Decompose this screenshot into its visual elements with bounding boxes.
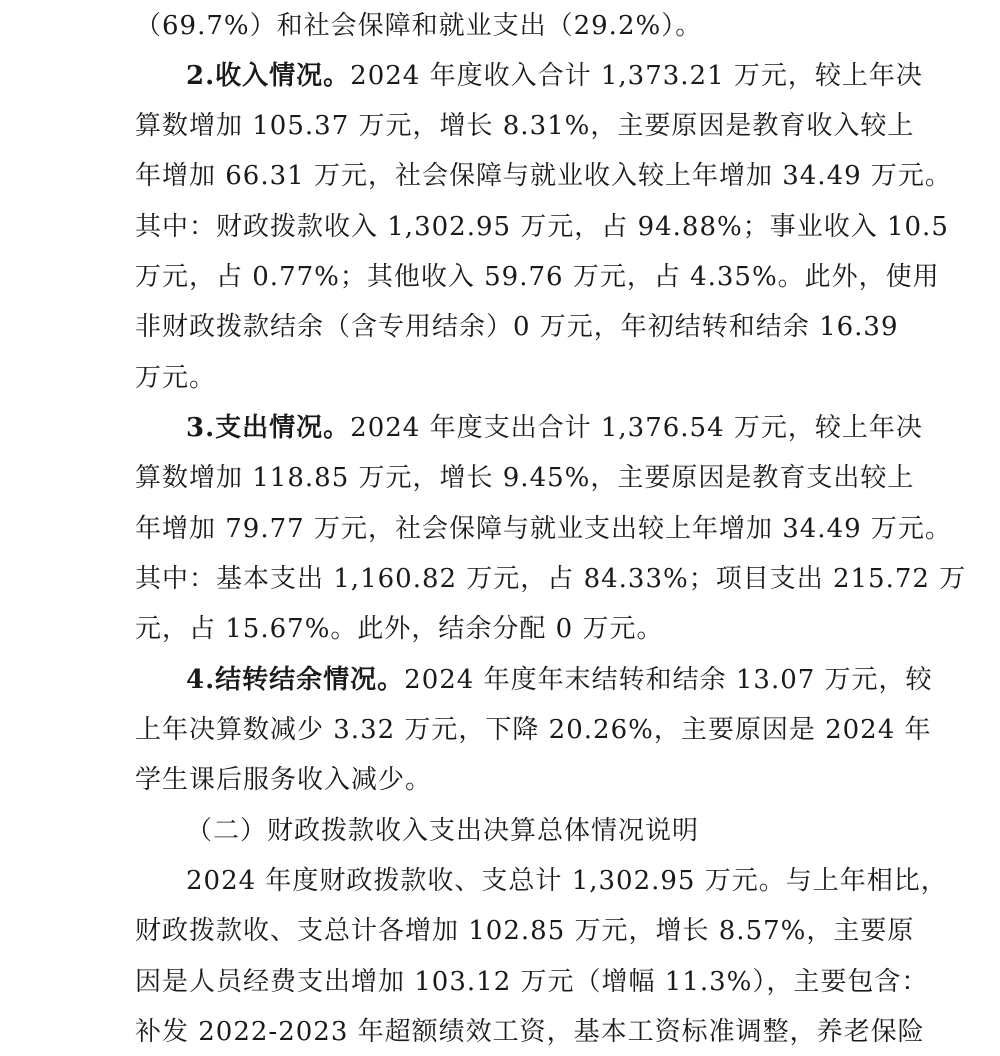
- line-text: 2024 年度支出合计 1,376.54 万元，较上年决: [350, 413, 923, 443]
- line-text: 万元。: [135, 363, 217, 393]
- paragraph-line: [135, 562, 967, 596]
- paragraph-line: [135, 713, 932, 747]
- line-text: 2024 年度年末结转和结余 13.07 万元，较: [404, 665, 933, 695]
- paragraph-line: [135, 512, 952, 546]
- paragraph-line: [135, 361, 875, 395]
- section-lead-income: 2.收入情况。: [186, 61, 351, 91]
- subsection-title-text: （二）财政拨款收入支出决算总体情况说明: [186, 816, 700, 846]
- paragraph-line: [135, 260, 940, 294]
- paragraph-line: [135, 9, 875, 43]
- line-text: 其中：基本支出 1,160.82 万元，占 84.33%；项目支出 215.72 万: [135, 564, 967, 594]
- paragraph-line: [135, 159, 952, 193]
- line-text: 因是人员经费支出增加 103.12 万元（增幅 11.3%），主要包含：: [135, 967, 929, 997]
- paragraph-line: [135, 914, 915, 948]
- line-text: 上年决算数减少 3.32 万元，下降 20.26%，主要原因是 2024 年: [135, 715, 932, 745]
- subsection-title: [186, 814, 875, 848]
- section-heading-expenditure: [186, 411, 923, 445]
- line-text: 元，占 15.67%。此外，结余分配 0 万元。: [135, 614, 664, 644]
- paragraph-line: [135, 210, 949, 244]
- paragraph-line: [135, 965, 929, 999]
- paragraph-line: [135, 461, 915, 495]
- line-text: 2024 年度财政拨款收、支总计 1,302.95 万元。与上年相比，: [186, 866, 948, 896]
- section-lead-carryover: 4.结转结余情况。: [186, 665, 405, 695]
- line-text: 年增加 79.77 万元，社会保障与就业支出较上年增加 34.49 万元。: [135, 514, 952, 544]
- paragraph-line: [135, 763, 875, 797]
- line-text: 非财政拨款结余（含专用结余）0 万元，年初结转和结余 16.39: [135, 312, 899, 342]
- line-text: 万元，占 0.77%；其他收入 59.76 万元，占 4.35%。此外，使用: [135, 262, 940, 292]
- paragraph-line: [135, 109, 915, 143]
- line-text: （69.7%）和社会保障和就业支出（29.2%）。: [135, 11, 703, 41]
- line-text: 算数增加 105.37 万元，增长 8.31%，主要原因是教育收入较上: [135, 111, 915, 141]
- line-text: 年增加 66.31 万元，社会保障与就业收入较上年增加 34.49 万元。: [135, 161, 952, 191]
- line-text: 2024 年度收入合计 1,373.21 万元，较上年决: [350, 61, 923, 91]
- paragraph-line: [135, 310, 899, 344]
- line-text: 补发 2022-2023 年超额绩效工资，基本工资标准调整，养老保险: [135, 1017, 925, 1047]
- line-text: 学生课后服务收入减少。: [135, 765, 433, 795]
- paragraph-line: [135, 612, 875, 646]
- section-heading-carryover: [186, 663, 933, 697]
- section-heading-income: [186, 59, 923, 93]
- line-text: 算数增加 118.85 万元，增长 9.45%，主要原因是教育支出较上: [135, 463, 915, 493]
- section-lead-expenditure: 3.支出情况。: [186, 413, 351, 443]
- paragraph-line: [135, 1015, 925, 1049]
- line-text: 财政拨款收、支总计各增加 102.85 万元，增长 8.57%，主要原: [135, 916, 915, 946]
- line-text: 其中：财政拨款收入 1,302.95 万元，占 94.88%；事业收入 10.5: [135, 212, 949, 242]
- paragraph-line: [186, 864, 948, 898]
